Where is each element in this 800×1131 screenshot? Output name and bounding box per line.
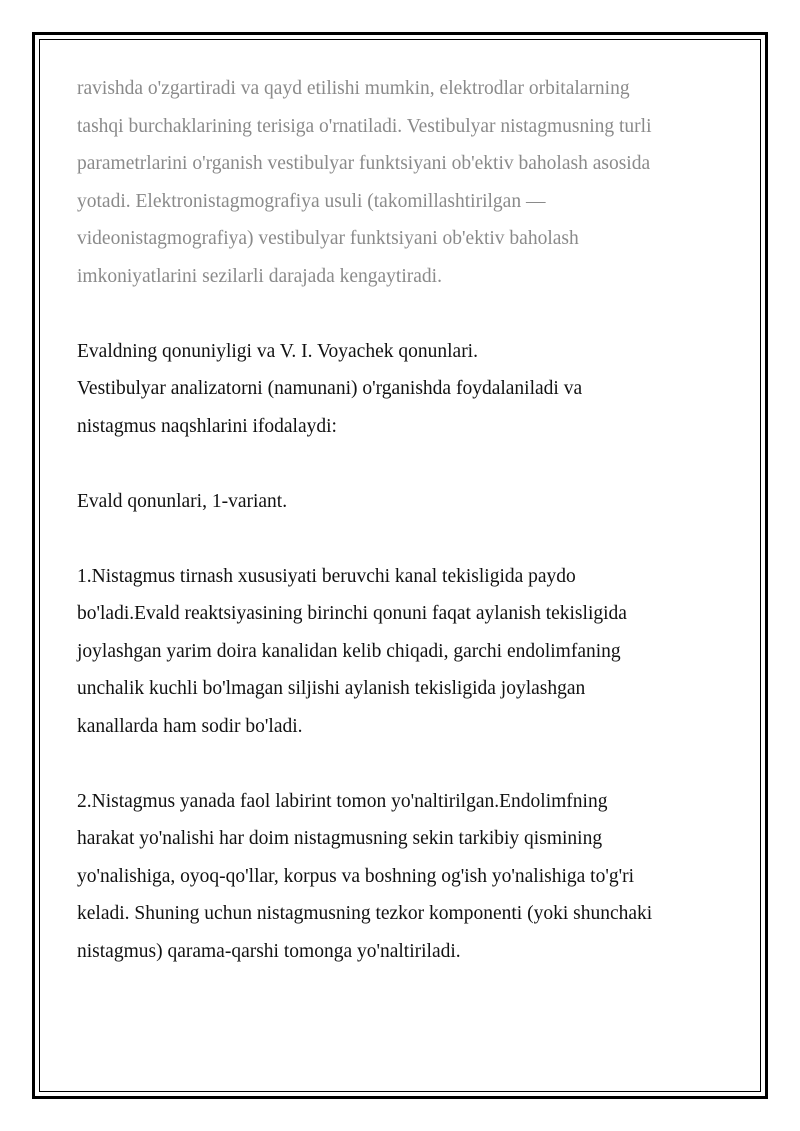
- text-line: ravishda o'zgartiradi va qayd etilishi mumkin, elektrodlar orbitalarning: [77, 78, 630, 99]
- text-line: nistagmus) qarama-qarshi tomonga yo'naltiriladi.: [77, 940, 461, 962]
- text-line: 2.Nistagmus yanada faol labirint tomon yo'naltirilgan.Endolimfning: [77, 790, 608, 812]
- text-line: yotadi. Elektronistagmografiya usuli (takomillashtirilgan —: [77, 190, 546, 212]
- law-2-paragraph: [77, 783, 737, 971]
- text-line: yo'nalishiga, oyoq-qo'llar, korpus va boshning og'ish yo'nalishiga to'g'ri: [77, 865, 635, 887]
- text-line: imkoniyatlarini sezilarli darajada kengaytiradi.: [77, 265, 442, 287]
- text-line: joylashgan yarim doira kanalidan kelib chiqadi, garchi endolimfaning: [77, 640, 621, 662]
- text-line: Vestibulyar analizatorni (namunani) o'rganishda foydalaniladi va: [77, 378, 583, 399]
- document-body: [77, 70, 737, 970]
- text-line: 1.Nistagmus tirnash xususiyati beruvchi kanal tekisligida paydo: [77, 565, 576, 587]
- text-line: videonistagmografiya) vestibulyar funktsiyani ob'ektiv baholash: [77, 228, 579, 249]
- intro-paragraph: [77, 70, 737, 295]
- text-line: harakat yo'nalishi har doim nistagmusning sekin tarkibiy qismining: [77, 828, 603, 849]
- variant-title: Evald qonunlari, 1-variant.: [77, 490, 288, 512]
- text-line: tashqi burchaklarining terisiga o'rnatiladi. Vestibulyar nistagmusning turli: [77, 115, 652, 137]
- section-heading: Evaldning qonuniyligi va V. I. Voyachek qonunlari.: [77, 340, 478, 362]
- description-paragraph: [77, 370, 737, 445]
- text-line: keladi. Shuning uchun nistagmusning tezkor komponenti (yoki shunchaki: [77, 903, 653, 924]
- text-line: bo'ladi.Evald reaktsiyasining birinchi qonuni faqat aylanish tekisligida: [77, 603, 627, 624]
- law-1-paragraph: [77, 558, 737, 746]
- text-line: nistagmus naqshlarini ifodalaydi:: [77, 415, 337, 437]
- text-line: unchalik kuchli bo'lmagan siljishi aylanish tekisligida joylashgan: [77, 678, 586, 699]
- text-line: parametrlarini o'rganish vestibulyar funktsiyani ob'ektiv baholash asosida: [77, 153, 651, 174]
- text-line: kanallarda ham sodir bo'ladi.: [77, 715, 303, 737]
